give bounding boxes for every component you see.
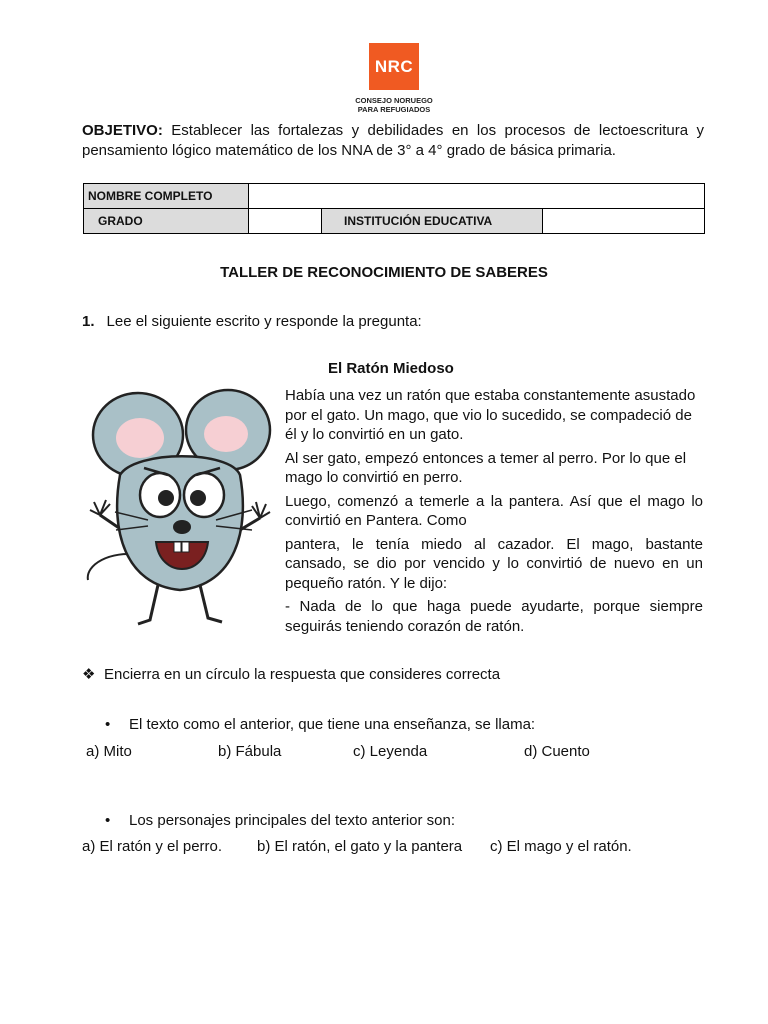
- objective-text: Establecer las fortalezas y debilidades en los procesos de lectoescritura y pensamiento lógico matemático de los NNA de 3° a 4° grado de básica primaria.: [82, 122, 704, 159]
- scared-mouse-illustration: [80, 380, 280, 630]
- item-1-option-c[interactable]: c) Leyenda: [353, 743, 428, 760]
- question-1: [82, 313, 422, 330]
- logo-caption-line-2: PARA REFUGIADOS: [357, 105, 431, 114]
- institution-label: INSTITUCIÓN EDUCATIVA: [322, 209, 543, 234]
- item-2-question-text: Los personajes principales del texto anterior son:: [129, 812, 456, 829]
- item-1-option-b[interactable]: b) Fábula: [218, 743, 282, 760]
- story-paragraph: Al ser gato, empezó entonces a temer al perro. Por lo que el mago lo convirtió en perro.: [285, 449, 687, 486]
- question-number: 1.: [82, 313, 95, 330]
- item-1-option-a[interactable]: a) Mito: [86, 743, 132, 760]
- item-1-question-text: El texto como el anterior, que tiene una enseñanza, se llama:: [129, 716, 536, 733]
- student-info-table: [83, 183, 705, 234]
- question-prompt: Lee el siguiente escrito y responde la pregunta:: [106, 313, 422, 330]
- story-paragraph: Había una vez un ratón que estaba constantemente asustado por el gato. Un mago, que vio lo sucedido, se compadeció de él y lo convirtió en un gato.: [285, 387, 696, 443]
- grade-label: GRADO: [84, 209, 249, 234]
- section-title: TALLER DE RECONOCIMIENTO DE SABERES: [220, 264, 548, 281]
- story-text: [285, 386, 703, 640]
- bullet-icon: •: [105, 812, 111, 829]
- instruction-line: [82, 665, 500, 683]
- name-label: NOMBRE COMPLETO: [84, 184, 249, 209]
- item-1-option-d[interactable]: d) Cuento: [524, 743, 590, 760]
- objective-label: OBJETIVO:: [82, 122, 163, 139]
- story-paragraph: pantera, le tenía miedo al cazador. El mago, bastante cansado, se dio por vencido y lo convirtió de nuevo en un pequeño ratón. Y le dijo:: [285, 535, 703, 592]
- story-paragraph: Luego, comenzó a temerle a la pantera. Así que el mago lo convirtió en Pantera. Como: [285, 492, 703, 529]
- institution-field[interactable]: [543, 209, 705, 234]
- instruction-text: Encierra en un círculo la respuesta que consideres correcta: [104, 666, 501, 683]
- story-title: El Ratón Miedoso: [328, 360, 454, 377]
- nrc-logo: NRC: [369, 43, 419, 90]
- item-2-option-a[interactable]: a) El ratón y el perro.: [82, 838, 223, 855]
- item-2-question: [105, 812, 455, 829]
- logo-caption: [330, 96, 458, 114]
- objective-paragraph: [82, 121, 704, 161]
- item-2-option-b[interactable]: b) El ratón, el gato y la pantera: [257, 838, 463, 855]
- item-2-option-c[interactable]: c) El mago y el ratón.: [490, 838, 632, 855]
- story-paragraph: - Nada de lo que haga puede ayudarte, porque siempre seguirás teniendo corazón de ratón.: [285, 598, 703, 635]
- item-1-question: [105, 716, 535, 733]
- name-field[interactable]: [249, 184, 705, 209]
- grade-field[interactable]: [249, 209, 322, 234]
- logo-caption-line-1: CONSEJO NORUEGO: [355, 96, 433, 105]
- diamond-bullet-icon: ❖: [82, 666, 96, 683]
- bullet-icon: •: [105, 716, 111, 733]
